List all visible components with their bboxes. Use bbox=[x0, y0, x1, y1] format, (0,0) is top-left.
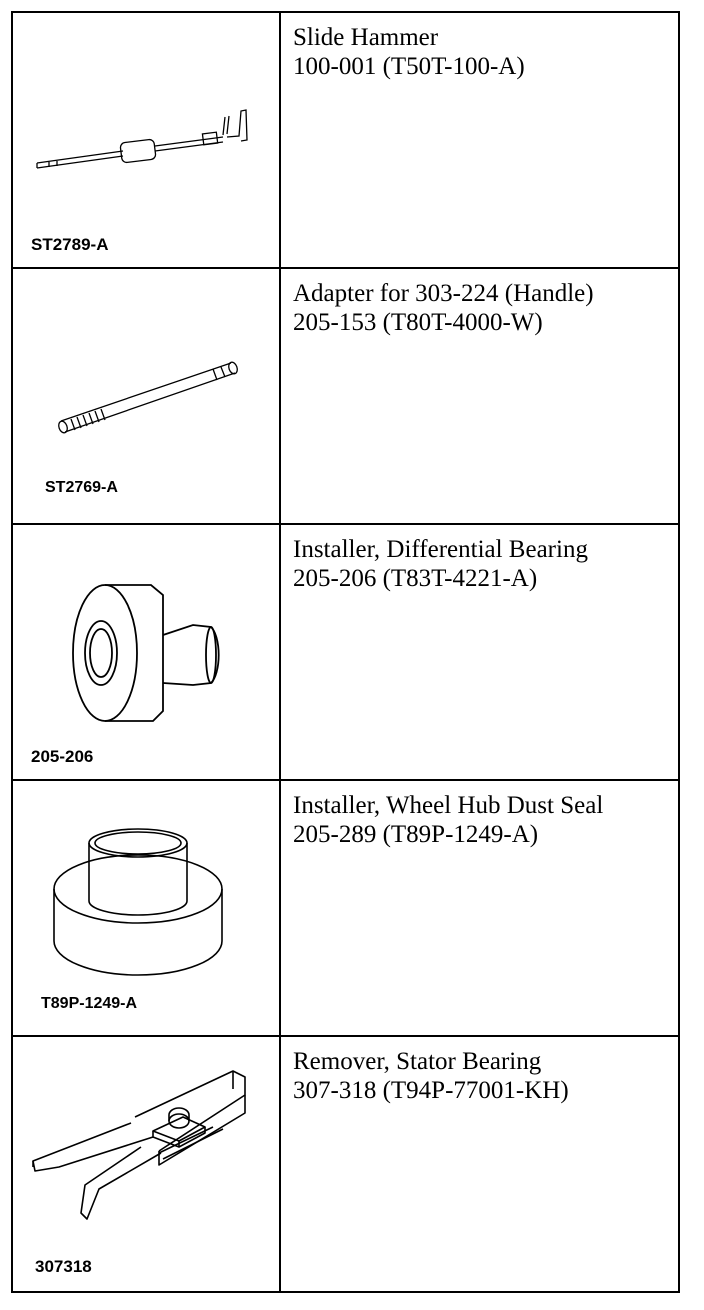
tool-part-number: 205-289 (T89P-1249-A) bbox=[293, 821, 539, 848]
tool-illustration-cell bbox=[12, 780, 280, 1036]
tool-description-cell bbox=[280, 1036, 679, 1292]
tool-description-cell bbox=[280, 780, 679, 1036]
tool-illustration-cell bbox=[12, 1036, 280, 1292]
tool-code: ST2769-A bbox=[45, 479, 118, 496]
differential-bearing-installer-illustration bbox=[13, 525, 279, 779]
tool-part-number: 205-153 (T80T-4000-W) bbox=[293, 309, 543, 336]
tool-name: Adapter for 303-224 (Handle) bbox=[293, 280, 594, 307]
table-row bbox=[12, 268, 679, 524]
tool-illustration-cell bbox=[12, 268, 280, 524]
tool-name: Remover, Stator Bearing bbox=[293, 1048, 542, 1075]
tool-description-cell bbox=[280, 268, 679, 524]
tool-name: Slide Hammer bbox=[293, 24, 439, 51]
tool-illustration-cell bbox=[12, 12, 280, 268]
tool-description-cell bbox=[280, 524, 679, 780]
tool-name: Installer, Differential Bearing bbox=[293, 536, 588, 563]
table-row bbox=[12, 524, 679, 780]
tool-code: 205-206 bbox=[31, 747, 94, 766]
table-row bbox=[12, 780, 679, 1036]
tool-part-number: 100-001 (T50T-100-A) bbox=[293, 53, 525, 80]
tool-code: ST2789-A bbox=[31, 235, 109, 254]
tool-code: 307318 bbox=[35, 1257, 92, 1276]
tool-part-number: 205-206 (T83T-4221-A) bbox=[293, 565, 538, 592]
tool-name: Installer, Wheel Hub Dust Seal bbox=[293, 792, 604, 819]
tool-code: T89P-1249-A bbox=[41, 995, 138, 1012]
special-tools-table bbox=[11, 11, 680, 1293]
table-row bbox=[12, 12, 679, 268]
table-row bbox=[12, 1036, 679, 1292]
stator-bearing-remover-illustration bbox=[13, 1037, 279, 1291]
tool-illustration-cell bbox=[12, 524, 280, 780]
tool-part-number: 307-318 (T94P-77001-KH) bbox=[293, 1077, 569, 1104]
slide-hammer-illustration bbox=[13, 13, 279, 267]
tool-description-cell bbox=[280, 12, 679, 268]
